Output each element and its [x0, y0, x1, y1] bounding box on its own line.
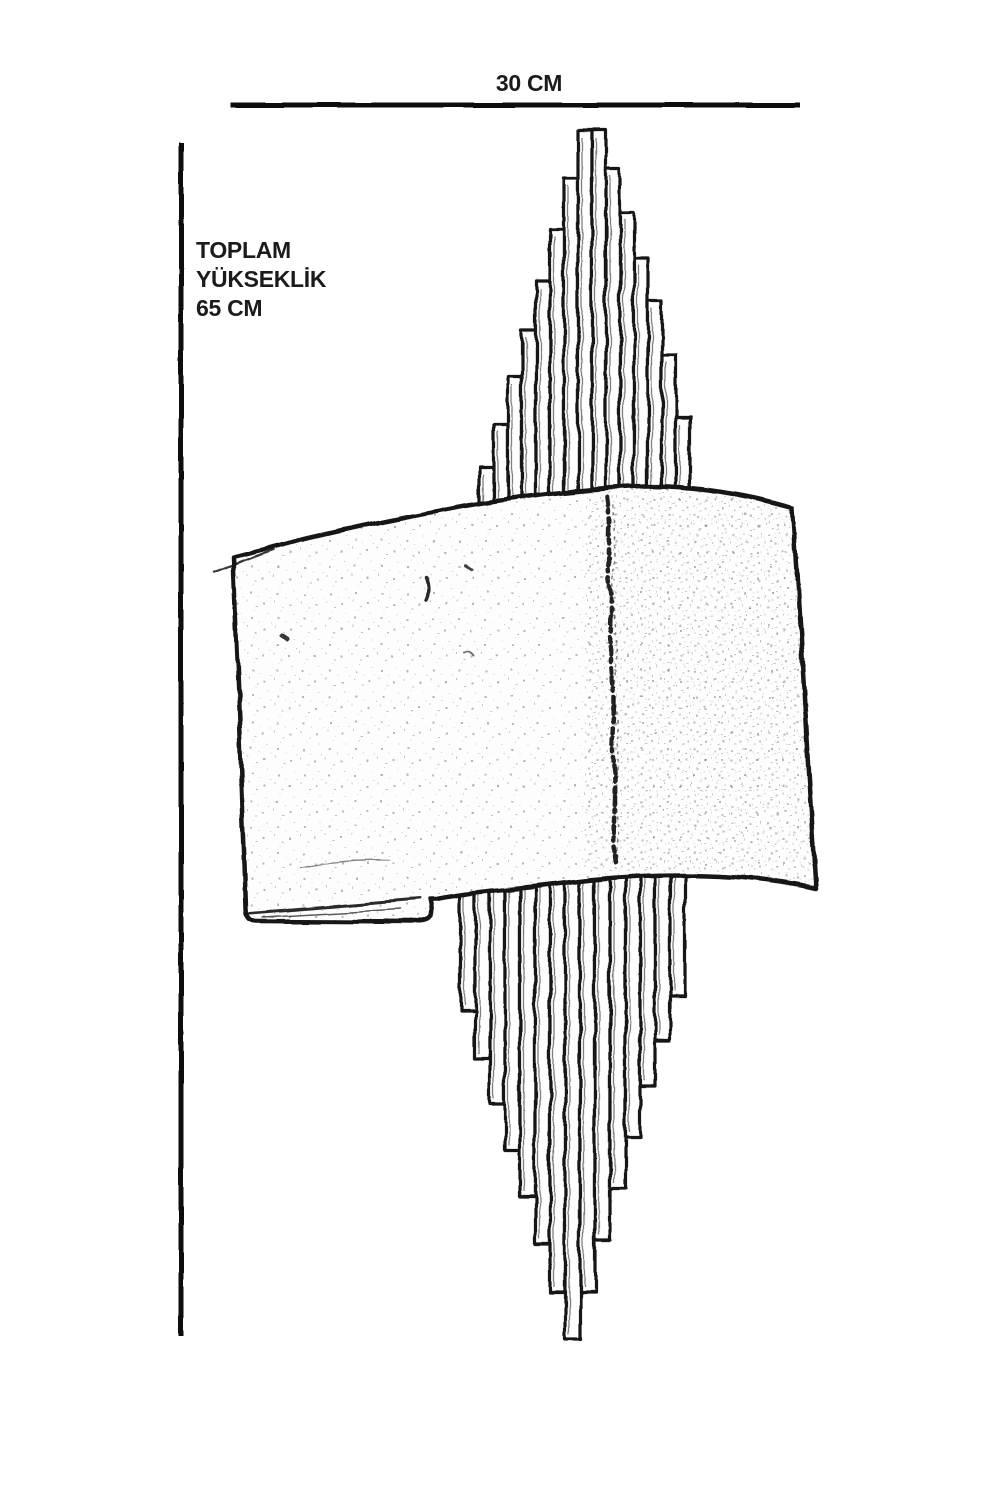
crystal-rod — [490, 868, 505, 1104]
crystal-rod — [505, 868, 520, 1150]
crystal-rod — [595, 868, 610, 1240]
fabric-band-shade — [233, 480, 820, 922]
height-label-line-2: YÜKSEKLİK — [196, 266, 327, 292]
crystal-rod — [475, 868, 490, 1058]
crystal-rod — [606, 168, 620, 525]
crystal-rod — [578, 131, 592, 525]
crystal-rod — [536, 282, 550, 525]
crystal-rod — [550, 868, 565, 1292]
bottom-crystal-cascade — [460, 868, 685, 1340]
crystal-rod — [535, 868, 550, 1244]
crystal-rod — [610, 868, 625, 1188]
crystal-rod — [564, 178, 578, 525]
height-label-line-3: 65 CM — [196, 295, 263, 321]
crystal-rod — [520, 868, 535, 1196]
crystal-rod — [580, 868, 595, 1292]
crystal-rod — [640, 868, 655, 1086]
top-crystal-cascade — [480, 131, 690, 525]
crystal-rod — [565, 868, 580, 1340]
width-dimension-label: 30 CM — [495, 70, 563, 96]
height-label-line-1: TOPLAM — [196, 237, 291, 263]
crystal-rod — [625, 868, 640, 1136]
crystal-rod — [620, 212, 634, 525]
crystal-rod — [550, 230, 564, 525]
height-dimension-label — [196, 236, 326, 323]
crystal-rod — [670, 868, 685, 996]
shade-texture-dense — [585, 480, 820, 898]
crystal-rod — [655, 868, 670, 1040]
crystal-rod — [592, 131, 606, 525]
